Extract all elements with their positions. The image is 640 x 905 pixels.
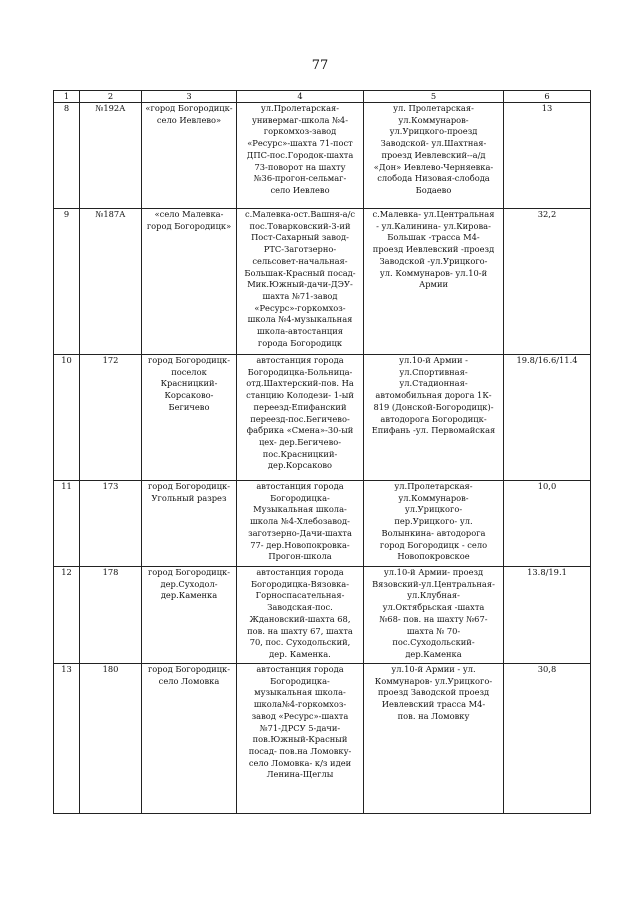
route-stops: автостанция города Богородицка-Больница- отд.Шахтерский-пов. На станцию Колодези- 1-ый переезд-Епифанский переезд-пос.Бегичево- фабрика «Смена»-30-ый цех- дер.Бегичево- пос.Красницкий- дер.Корсаково [237,355,364,481]
table-row [54,481,591,567]
route-number: 172 [80,355,142,481]
route-length: 30,8 [504,664,591,814]
route-number: 173 [80,481,142,567]
header-col-3: 3 [142,91,237,103]
table-row [54,664,591,814]
route-name: город Богородицк- дер.Суходол- дер.Каменка [142,567,237,664]
table-row [54,567,591,664]
header-col-2: 2 [80,91,142,103]
row-number: 11 [54,481,80,567]
route-number: №192А [80,103,142,209]
route-number: №187А [80,209,142,355]
row-number: 13 [54,664,80,814]
route-streets: ул. Пролетарская- ул.Коммунаров- ул.Урицкого-проезд Заводской- ул.Шахтная- проезд Иевлевский--а/д «Дон» Иевлево-Черняевка- слобода Низовая-слобода Бодаево [364,103,504,209]
route-name: город Богородицк- поселок Красницкий- Корсаково- Бегичево [142,355,237,481]
table-header-row [54,91,591,103]
header-col-6: 6 [504,91,591,103]
routes-table [53,90,591,814]
route-stops: автостанция города Богородицка-Вязовка- Горноспасательная- Заводская-пос. Ждановский-шахта 68, пов. на шахту 67, шахта 70, пос. Суходольский, дер. Каменка. [237,567,364,664]
row-number: 10 [54,355,80,481]
row-number: 9 [54,209,80,355]
route-length: 13.8/19.1 [504,567,591,664]
route-streets: ул.10-й Армии- проезд Вязовский-ул.Центральная- ул.Клубная- ул.Октябрьская -шахта №68- пов. на шахту №67- шахта № 70- пос.Суходольский- дер.Каменка [364,567,504,664]
route-streets: ул.Пролетарская- ул.Коммунаров- ул.Урицкого- пер.Урицкого- ул. Волынкина- автодорога город Богородицк - село Новопокровское [364,481,504,567]
table-row [54,209,591,355]
row-number: 8 [54,103,80,209]
route-stops: ул.Пролетарская- универмаг-школа №4- горкомхоз-завод «Ресурс»-шахта 71-пост ДПС-пос.Городок-шахта 73-поворот на шахту №36-прогон-сельмаг- село Иевлево [237,103,364,209]
route-stops: автостанция города Богородицка- музыкальная школа- школа№4-горкомхоз- завод «Ресурс»-шахта №71-ДРСУ 5-дачи- пов.Южный-Красный посад- пов.на Ломовку- село Ломовка- к/з идеи Ленина-Щеглы [237,664,364,814]
route-name: город Богородицк- Угольный разрез [142,481,237,567]
table-row [54,103,591,209]
route-stops: с.Малевка-ост.Вашня-а/с пос.Товарковский-3-ий Пост-Сахарный завод- РТС-Заготзерно- сельсовет-начальная- Большак-Красный посад- Мик.Южный-дачи-ДЭУ- шахта №71-завод «Ресурс»-горкомхоз- школа №4-музыкальная школа-автостанция города Богородицк [237,209,364,355]
route-number: 178 [80,567,142,664]
route-length: 10,0 [504,481,591,567]
header-col-1: 1 [54,91,80,103]
route-streets: ул.10-й Армии - ул.Спортивная- ул.Стадионная- автомобильная дорога 1К- 819 (Донской-Богородицк)- автодорога Богородицк- Епифань -ул. Первомайская [364,355,504,481]
header-col-5: 5 [364,91,504,103]
route-streets: ул.10-й Армии - ул. Коммунаров- ул.Урицкого- проезд Заводской проезд Иевлевский трасса М4- пов. на Ломовку [364,664,504,814]
route-name: «город Богородицк- село Иевлево» [142,103,237,209]
route-length: 32,2 [504,209,591,355]
page-number: 77 [311,58,329,73]
route-name: город Богородицк- село Ломовка [142,664,237,814]
table-row [54,355,591,481]
route-streets: с.Малевка- ул.Центральная - ул.Калинина- ул.Кирова- Большак -трасса М4- проезд Иевлевский -проезд Заводской -ул.Урицкого- ул. Коммунаров- ул.10-й Армии [364,209,504,355]
header-col-4: 4 [237,91,364,103]
route-number: 180 [80,664,142,814]
route-length: 19.8/16.6/11.4 [504,355,591,481]
route-stops: автостанция города Богородицка- Музыкальная школа- школа №4-Хлебозавод- заготзерно-Дачи-шахта 77- дер.Новопокровка- Прогон-школа [237,481,364,567]
route-name: «село Малевка- город Богородицк» [142,209,237,355]
row-number: 12 [54,567,80,664]
route-length: 13 [504,103,591,209]
